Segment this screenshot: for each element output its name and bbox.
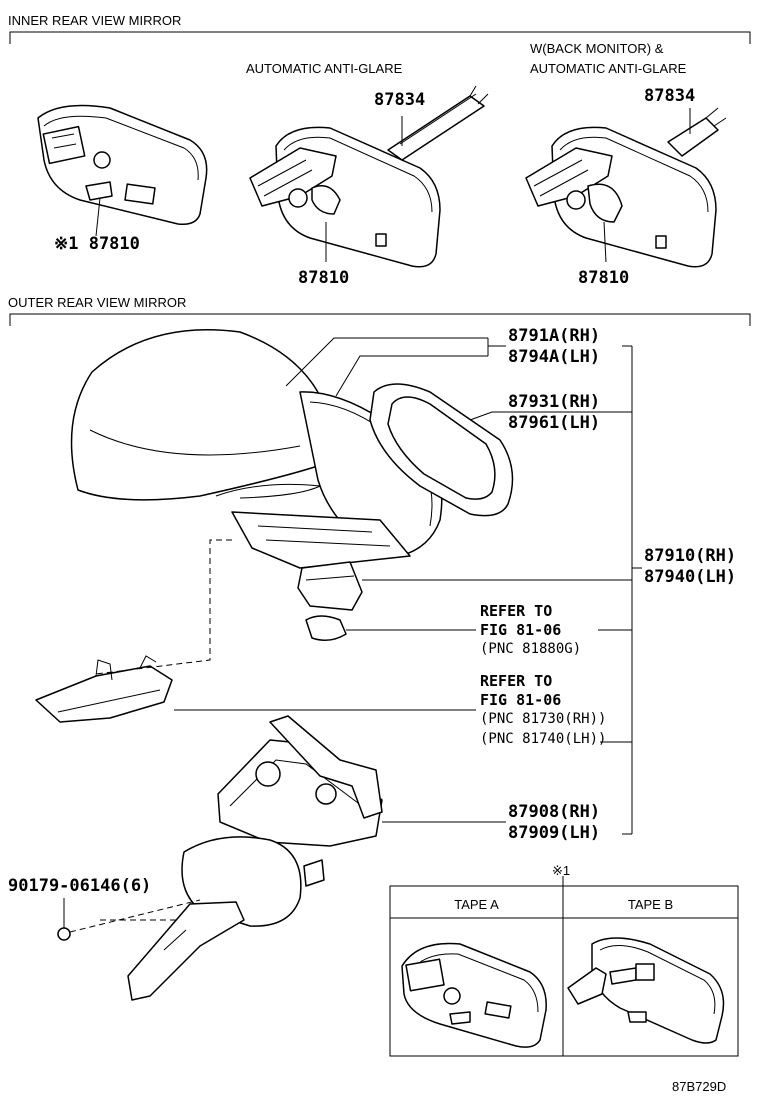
- figure-id: 87B729D: [672, 1079, 727, 1094]
- part-number-90179: 90179-06146(6): [8, 876, 152, 896]
- part-number-8791A: 8791A(RH): [508, 326, 601, 346]
- refer-2-pnc-lh: (PNC 81740(LH)): [480, 731, 607, 747]
- variant-auto-label: AUTOMATIC ANTI-GLARE: [246, 61, 403, 76]
- part-number-87810-auto: 87810: [298, 268, 350, 288]
- part-number-87961: 87961(LH): [508, 413, 601, 433]
- part-number-87834-auto: 87834: [374, 90, 426, 110]
- part-number-87909: 87909(LH): [508, 823, 601, 843]
- outer-section-bracket: [10, 314, 750, 326]
- part-number-8794A: 8794A(LH): [508, 347, 601, 367]
- inner-mirror-backmon-illustration: [526, 108, 726, 267]
- part-number-87931: 87931(RH): [508, 392, 601, 412]
- outer-mirror-turn-signal-illustration: [36, 656, 172, 722]
- tape-a-header: TAPE A: [454, 897, 499, 912]
- part-number-87834-backmon: 87834: [644, 86, 696, 106]
- outer-section-title: OUTER REAR VIEW MIRROR: [8, 295, 187, 310]
- refer-2-line-1: REFER TO: [480, 672, 553, 690]
- part-number-87810-note: ※1 87810: [54, 234, 140, 254]
- inner-section-title: INNER REAR VIEW MIRROR: [8, 13, 182, 28]
- part-number-87940: 87940(LH): [644, 567, 737, 587]
- part-number-87910: 87910(RH): [644, 546, 737, 566]
- refer-1-pnc: (PNC 81880G): [480, 641, 582, 657]
- variant-backmon-label-2: AUTOMATIC ANTI-GLARE: [530, 61, 687, 76]
- refer-2-line-2: FIG 81-06: [480, 691, 562, 709]
- part-number-87810-backmon: 87810: [578, 268, 630, 288]
- tape-note-mark: ※1: [552, 863, 571, 878]
- tape-a-mirror-illustration: [402, 943, 546, 1047]
- outer-mirror-lamp-illustration: [298, 562, 362, 640]
- tape-b-header: TAPE B: [627, 897, 674, 912]
- outer-mirror-base-illustration: [128, 716, 382, 1000]
- nut-illustration: [58, 898, 70, 940]
- part-number-87908: 87908(RH): [508, 802, 601, 822]
- refer-1-line-1: REFER TO: [480, 602, 553, 620]
- refer-2-pnc-rh: (PNC 81730(RH)): [480, 711, 607, 727]
- tape-b-mirror-illustration: [568, 938, 724, 1043]
- inner-mirror-note-illustration: [38, 106, 207, 236]
- variant-backmon-label-1: W(BACK MONITOR) &: [530, 41, 664, 56]
- inner-mirror-auto-illustration: [250, 86, 488, 267]
- refer-1-line-2: FIG 81-06: [480, 621, 562, 639]
